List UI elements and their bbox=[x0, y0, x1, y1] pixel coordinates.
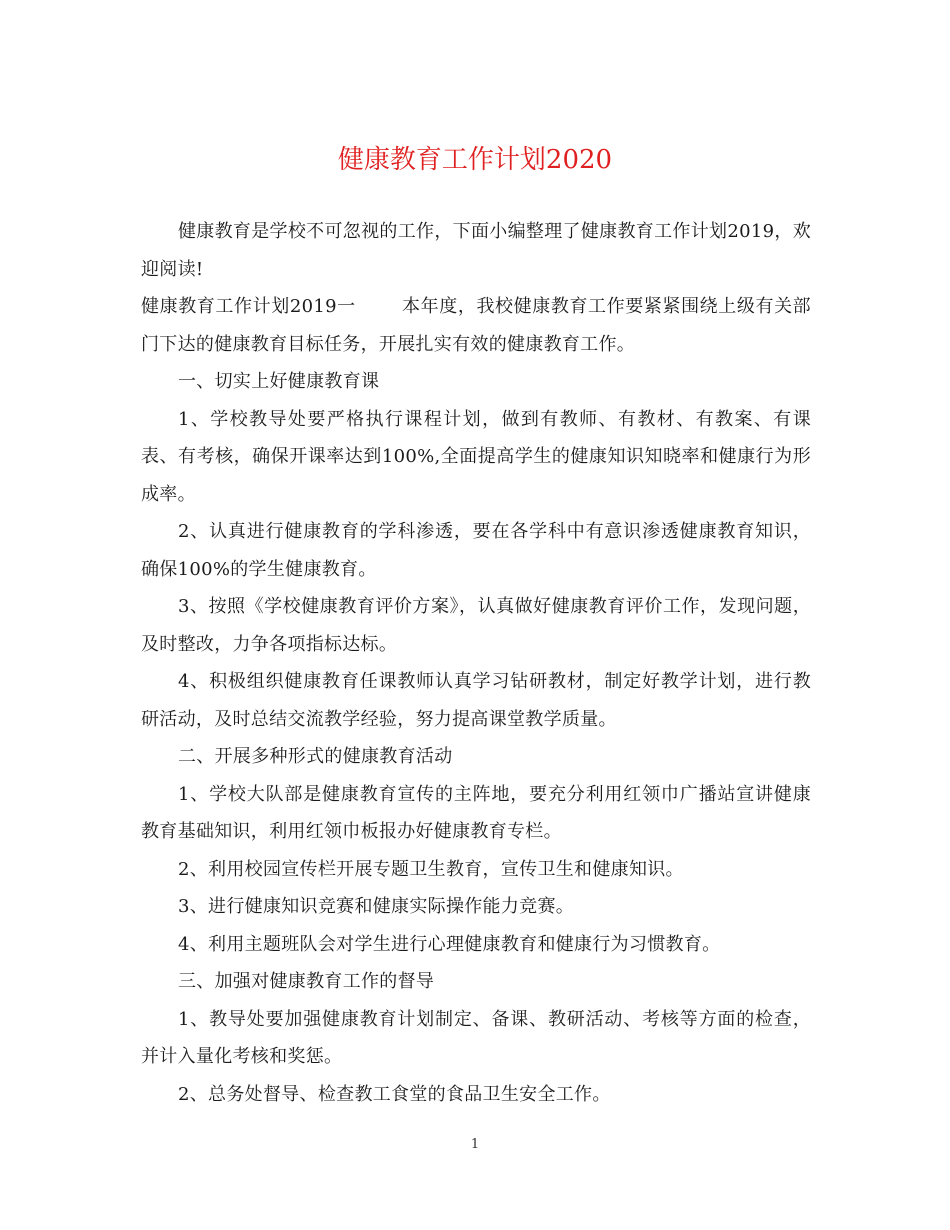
section-1-item-2: 2、认真进行健康教育的学科渗透，要在各学科中有意识渗透健康教育知识，确保100%的学生健康教育。 bbox=[141, 521, 811, 580]
section-1-item-1: 1、学校教导处要严格执行课程计划，做到有教师、有教材、有教案、有课表、有考核，确保开课率达到100%,全面提高学生的健康知识知晓率和健康行为形成率。 bbox=[141, 408, 811, 505]
section-1-item-4: 4、积极组织健康教育任课教师认真学习钻研教材，制定好教学计划，进行教研活动，及时总结交流教学经验，努力提高课堂教学质量。 bbox=[141, 671, 811, 730]
section-2-item-2: 2、利用校园宣传栏开展专题卫生教育，宣传卫生和健康知识。 bbox=[178, 858, 684, 880]
section-3-item-1: 1、教导处要加强健康教育计划制定、备课、教研活动、考核等方面的检查，并计入量化考核和奖惩。 bbox=[141, 1008, 811, 1067]
plan-text: 本年度，我校健康教育工作要紧紧围绕上级有关部门下达的健康教育目标任务，开展扎实有效的健康教育工作。 bbox=[141, 296, 811, 355]
section-2-item-4: 4、利用主题班队会对学生进行心理健康教育和健康行为习惯教育。 bbox=[178, 933, 721, 955]
document-title: 健康教育工作计划2020 bbox=[337, 145, 613, 175]
plan-paragraph bbox=[141, 288, 811, 363]
section-heading-3: 三、加强对健康教育工作的督导 bbox=[178, 971, 435, 992]
section-heading-1: 一、切实上好健康教育课 bbox=[178, 371, 380, 392]
page-number: 1 bbox=[470, 1137, 480, 1152]
section-2-item-1: 1、学校大队部是健康教育宣传的主阵地，要充分利用红领巾广播站宣讲健康教育基础知识，利用红领巾板报办好健康教育专栏。 bbox=[141, 783, 811, 842]
section-heading-2: 二、开展多种形式的健康教育活动 bbox=[178, 746, 453, 767]
section-3-item-2: 2、总务处督导、检查教工食堂的食品卫生安全工作。 bbox=[178, 1083, 611, 1105]
plan-label: 健康教育工作计划2019一 bbox=[141, 296, 356, 317]
section-1-item-3: 3、按照《学校健康教育评价方案》，认真做好健康教育评价工作，发现问题，及时整改，力争各项指标达标。 bbox=[141, 596, 811, 655]
intro-paragraph: 健康教育是学校不可忽视的工作，下面小编整理了健康教育工作计划2019，欢迎阅读! bbox=[141, 221, 811, 280]
document-body bbox=[141, 213, 811, 1113]
section-2-item-3: 3、进行健康知识竞赛和健康实际操作能力竞赛。 bbox=[178, 896, 575, 917]
